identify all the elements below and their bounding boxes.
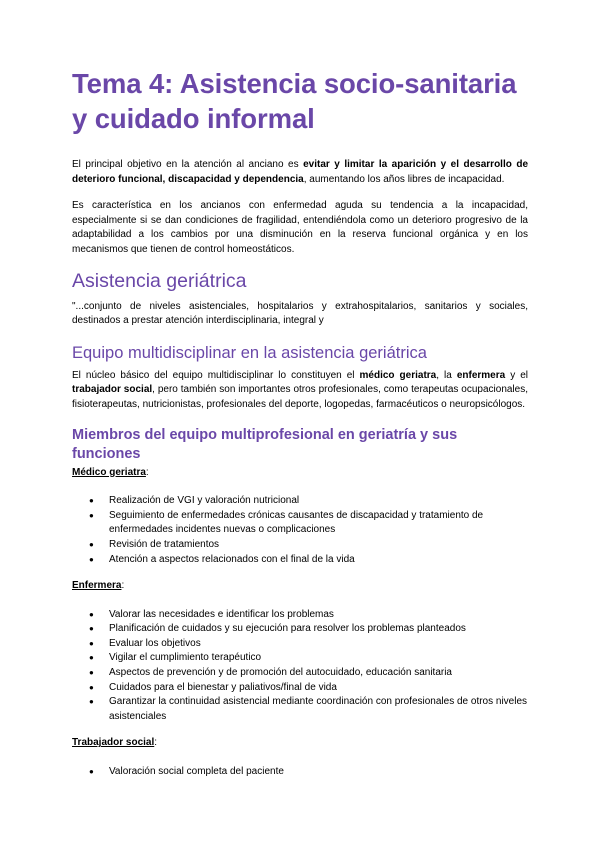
- enfermera-label: [72, 579, 528, 594]
- list-item: [72, 553, 528, 568]
- bold-text: enfermera: [456, 369, 506, 381]
- document-page: [72, 66, 528, 780]
- list-item: [72, 622, 528, 637]
- bullet-icon: ●: [89, 653, 94, 663]
- colon: :: [154, 737, 158, 749]
- colon: :: [121, 580, 125, 592]
- bullet-icon: ●: [89, 682, 94, 692]
- label-text: Médico geriatra: [72, 466, 146, 478]
- bullet-icon: ●: [89, 668, 94, 678]
- list-item: [72, 608, 528, 623]
- list-item-text: Garantizar la continuidad asistencial mediante coordinación con profesionales de otros niveles asistenciales: [109, 696, 528, 722]
- list-item-text: Realización de VGI y valoración nutricional: [109, 495, 300, 507]
- label-text: Trabajador social: [72, 737, 155, 749]
- bullet-icon: ●: [89, 624, 94, 634]
- list-item: [72, 666, 528, 681]
- list-item-text: Atención a aspectos relacionados con el final de la vida: [109, 553, 355, 565]
- page-title: Tema 4: Asistencia socio-sanitaria y cuidado informal: [72, 68, 517, 134]
- bullet-icon: ●: [89, 510, 94, 520]
- list-item-text: Vigilar el cumplimiento terapéutico: [109, 652, 262, 664]
- bullet-icon: ●: [89, 767, 94, 777]
- list-item: [72, 509, 528, 538]
- definition-paragraph: "...conjunto de niveles asistenciales, hospitalarios y extrahospitalarios, sanitarios y sociales, destinados a prestar atención interdisciplinaria, integral y: [72, 300, 528, 327]
- list-item: [72, 695, 528, 724]
- bold-text: médico geriatra: [359, 369, 437, 381]
- list-item: [72, 494, 528, 509]
- list-item-text: Aspectos de prevención y de promoción del autocuidado, educación sanitaria: [109, 667, 452, 679]
- bullet-icon: ●: [89, 496, 94, 506]
- bullet-icon: ●: [89, 554, 94, 564]
- label-text: Enfermera: [72, 580, 122, 592]
- list-item: [72, 681, 528, 696]
- intro-paragraph-2: Es característica en los ancianos con enfermedad aguda su tendencia a la incapacidad, especialmente si se dan condiciones de fragilidad, entendiéndola como un deterioro progresivo de la adaptabilidad a los cambios por una disminución en la reserva funcional orgánica y en los mecanismos que tienen de control homeostáticos.: [72, 200, 528, 255]
- list-item: [72, 765, 528, 780]
- list-item: [72, 538, 528, 553]
- section-heading-equipo: Equipo multidisciplinar en la asistencia geriátrica: [72, 343, 427, 362]
- list-item: [72, 651, 528, 666]
- list-item-text: Seguimiento de enfermedades crónicas causantes de discapacidad y tratamiento de enfermedades incidentes nuevas o complicaciones: [109, 509, 484, 536]
- text-run: El principal objetivo en la atención al anciano es: [72, 159, 304, 170]
- list-item-text: Revisión de tratamientos: [109, 538, 220, 550]
- list-item-text: Valorar las necesidades e identificar los problemas: [109, 608, 334, 620]
- text-run: , aumentando los años libres de incapacidad.: [303, 173, 505, 185]
- section-heading-asistencia: Asistencia geriátrica: [72, 269, 247, 292]
- colon: :: [145, 466, 149, 478]
- trabajador-list: [72, 765, 528, 780]
- bullet-icon: ●: [89, 609, 94, 619]
- bullet-icon: ●: [89, 697, 94, 707]
- enfermera-list: [72, 608, 528, 725]
- medico-list: [72, 494, 528, 567]
- text-run: El núcleo básico del equipo multidisciplinar lo constituyen el: [72, 369, 360, 381]
- list-item-text: Evaluar los objetivos: [109, 637, 201, 649]
- text-run: y el: [505, 369, 529, 381]
- list-item-text: Valoración social completa del paciente: [109, 766, 284, 778]
- bold-text: trabajador social: [72, 384, 153, 396]
- bold-text: evitar y limitar la aparición y el desarrollo de deterioro funcional, discapacidad y dependencia: [72, 159, 529, 185]
- bullet-icon: ●: [89, 539, 94, 549]
- equipo-paragraph: [72, 369, 528, 413]
- list-item-text: Planificación de cuidados y su ejecución para resolver los problemas planteados: [109, 623, 466, 635]
- trabajador-label: [72, 736, 528, 751]
- text-run: , pero también son importantes otros profesionales, como terapeutas ocupacionales, fisioterapeutas, nutricionistas, profesionales del deporte, logopedas, farmacéuticos o neuropsicólogos.: [72, 384, 528, 410]
- list-item-text: Cuidados para el bienestar y paliativos/final de vida: [109, 681, 337, 693]
- text-run: , la: [436, 369, 457, 381]
- medico-label: [72, 466, 528, 481]
- section-heading-miembros: Miembros del equipo multiprofesional en geriatría y sus funciones: [72, 426, 458, 462]
- list-item: [72, 637, 528, 652]
- bullet-icon: ●: [89, 638, 94, 648]
- intro-paragraph-1: [72, 158, 528, 187]
